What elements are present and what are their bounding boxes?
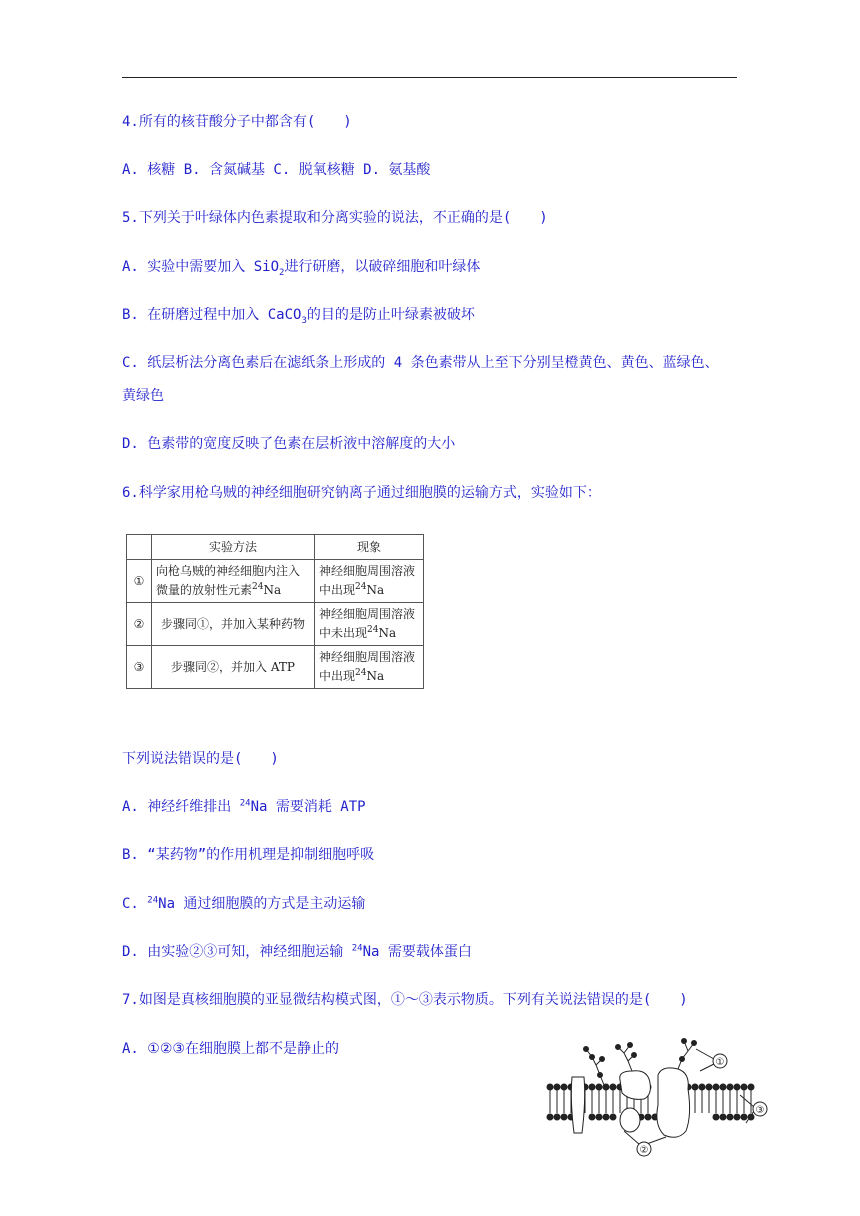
q6-option-b: B. “某药物”的作用机理是抑制细胞呼吸 <box>122 847 375 863</box>
label-3: ③ <box>755 1105 765 1116</box>
experiment-table <box>126 534 424 689</box>
row-number: ① <box>127 560 152 603</box>
table-header-row <box>127 535 424 560</box>
q5-option-a: A. 实验中需要加入 SiO$_2$进行研磨，以破碎细胞和叶绿体 <box>122 259 481 278</box>
q5-option-c-line1: C. 纸层析法分离色素后在滤纸条上形成的 4 条色素带从上至下分别呈橙黄色、黄色、蓝绿色、 <box>122 355 719 371</box>
header-rule <box>122 77 737 78</box>
q7-stem: 7.如图是真核细胞膜的亚显微结构模式图，①～③表示物质。下列有关说法错误的是( ) <box>122 992 688 1008</box>
row-method: 向枪乌贼的神经细胞内注入 微量的放射性元素$^{24}$Na <box>152 560 315 603</box>
q5-option-c-line2: 黄绿色 <box>122 388 164 404</box>
table-header-observation: 现象 <box>315 535 424 560</box>
q6-question: 下列说法错误的是( ) <box>122 751 279 767</box>
row-method: 步骤同②，并加入 ATP <box>152 646 315 689</box>
row-number: ② <box>127 603 152 646</box>
q6-stem: 6.科学家用枪乌贼的神经细胞研究钠离子通过细胞膜的运输方式，实验如下： <box>122 485 601 501</box>
q4-options: A. 核糖 B. 含氮碱基 C. 脱氧核糖 D. 氨基酸 <box>122 162 431 178</box>
q6-option-a: A. 神经纤维排出 $^{24}$Na 需要消耗 ATP <box>122 798 366 815</box>
label-2: ② <box>639 1145 649 1156</box>
table-row <box>127 560 424 603</box>
cell-membrane-diagram <box>540 1035 780 1160</box>
label-1: ① <box>715 1057 725 1068</box>
row-number: ③ <box>127 646 152 689</box>
q4-stem: 4.所有的核苷酸分子中都含有( ) <box>122 114 352 130</box>
row-observation: 神经细胞周围溶液 中未出现$^{24}$Na <box>315 603 424 646</box>
q5-option-b: B. 在研磨过程中加入 CaCO$_3$的目的是防止叶绿素被破坏 <box>122 307 475 326</box>
q5-stem: 5.下列关于叶绿体内色素提取和分离实验的说法，不正确的是( ) <box>122 210 548 226</box>
table-row <box>127 646 424 689</box>
row-observation: 神经细胞周围溶液 中出现$^{24}$Na <box>315 646 424 689</box>
row-method: 步骤同①，并加入某种药物 <box>152 603 315 646</box>
row-observation: 神经细胞周围溶液 中出现$^{24}$Na <box>315 560 424 603</box>
table-row <box>127 603 424 646</box>
q6-option-c: C. $^{24}$Na 通过细胞膜的方式是主动运输 <box>122 895 366 912</box>
q7-option-a: A. ①②③在细胞膜上都不是静止的 <box>122 1041 339 1057</box>
table-header-method: 实验方法 <box>152 535 315 560</box>
q5-option-d: D. 色素带的宽度反映了色素在层析液中溶解度的大小 <box>122 436 456 452</box>
table-header-blank <box>127 535 152 560</box>
q6-option-d: D. 由实验②③可知，神经细胞运输 $^{24}$Na 需要载体蛋白 <box>122 943 472 960</box>
